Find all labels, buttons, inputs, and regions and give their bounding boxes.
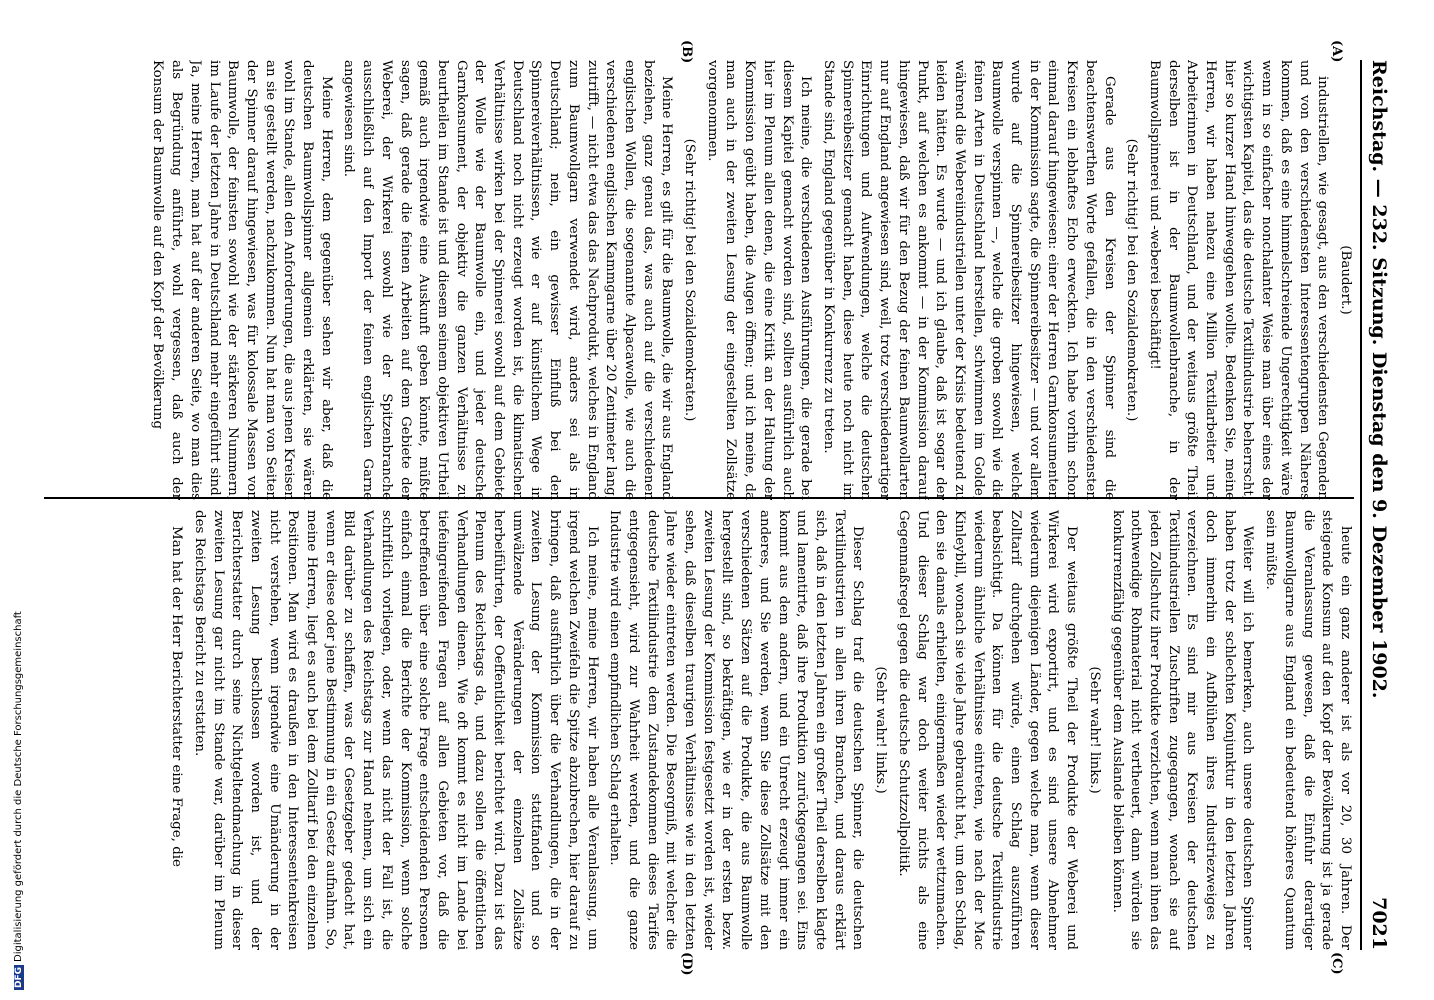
right-column-paragraph: Weiter will ich bemerken, auch unsere deutschen Spinner haben trotz der schlechten Konjunktur in den letzten Jahren doch immerhin ein Aufblühen ihres Industriezweiges zu verzeichnen. Es sind mir aus Kreisen der deutschen Textilindustriellen Zuschriften zugegangen, wonach sie auf jeden Zollschutz ihrer Produkte verzichten, wenn man ihnen das nothwendige Rohmaterial nicht vertheuert, dann würden sie konkurrenzfähig gegenüber dem Auslande bleiben können. (1109, 510, 1256, 950)
left-column-paragraph: Meine Herren, dem gegenüber sehen wir aber, daß die deutschen Baumwollspinner allgemein erklärten, sie wären wohl im Stande, allen den Anforderungen, die aus jenen Kreisen an sie gestellt werden, nachzukommen. Nun hat man von Seiten der Spinner darauf hingewiesen, was für kolossale Massen von Baumwolle, der feinsten sowohl wie der stärkeren Nummern, im Laufe der letzten Jahre in Deutschland mehr eingeführt sind. Ja, meine Herren, man hat auf der anderen Seite, wo man dies als Begründung anführte, wohl vergessen, daß auch der Konsum der Baumwolle auf den Kopf der Bevölkerung (150, 60, 334, 500)
left-column-paragraph: (Sehr richtig! bei den Sozialdemokraten.) (1124, 138, 1140, 422)
left-column-paragraph: (Sehr richtig! bei den Sozialdemokraten.) (682, 138, 698, 422)
left-column-paragraph: (Baudert.) (1338, 245, 1353, 315)
margin-marker-b: (B) (679, 40, 694, 64)
right-column-paragraph: Man hat der Herr Berichterstatter eine Frage, die (169, 526, 185, 867)
right-column-paragraph: (Sehr wahr! links.) (1086, 666, 1102, 794)
dfg-logo: DFG (14, 966, 24, 988)
left-column-paragraph: industriellen, wie gesagt, aus den verschiedensten Gegenden und von den verschiedensten Interessentengruppen Näheres kommen, daß es eine himmelschreiende Ungerechtigkeit wäre, wenn in so einfacher nonchalanter Weise man über eines der wichtigsten Kapitel, das die deutsche Textilindustrie beherrscht, hier so kurzer Hand hinweggehen wollte. Bedenken Sie, meine Herren, wir haben nahezu eine Million Textilarbeiter und Arbeiterinnen in Deutschland, und der weitaus größte Theil derselben ist in der Baumwollenbranche, in der Baumwollspinnerei und -weberei beschäftigt! (1146, 60, 1331, 500)
left-column-paragraph: Meine Herren, es gilt für die Baumwolle, die wir aus England beziehen, ganz genau das, was auch auf die verschiedenen englischen Wollen, die sogenannte Alpacawolle, wie auch die verschiedenen englischen Kammgarne über 20 Zentimeter lang, zutrifft, — nicht etwa das das Nachprodukt, welches in England zum Baumwollgarn verwendet wird, anders sei als in Deutschland; nein, ein gewisser Einfluß bei den Spinnereiverhältnissen, wie er auf künstlichem Wege in Deutschland noch nicht erzeugt worden ist, die klimatischen Verhältnisse wirken bei der Spinnerei sowohl auf dem Gebiete der Wolle wie der Baumwolle ein, und jeder deutsche Garnkonsument, der objektiv die ganzen Verhältnisse zu beurtheilen im Stande ist und diesem seinem objektiven Urtheil gemäß auch irgendwie eine Auskunft geben könnte, müßte sagen, daß gerade die feinen Arbeiten auf dem Gebiete der Weberei, der Wirkerei sowohl wie der Spitzenbranche ausschließlich auf den Import der feinen englischen Garne angewiesen sind. (341, 60, 675, 500)
footer-text-wrap (13, 611, 24, 990)
right-column-paragraph: Der weitaus größte Theil der Produkte der Weberei und Wirkerei wird exportirt, und es sind unsere Abnehmer wiederum diejenigen Länder, gegen welche man, wenn dieser Zolltarif durchgehen würde, einen Schlag auszuführen beabsichtigt. Da können für die deutsche Textilindustrie wiederum ähnliche Verhältnisse eintreten, wie nach der Mac Kinleybill, wonach sie viele Jahre gebraucht hat, um den Schlag, den sie damals erhielten, einigermaßen wieder wettzumachen. Und dieser Schlag war doch weiter nichts als eine Gegenmaßregel gegen die deutsche Schutzzollpolitik. (895, 510, 1080, 950)
digitization-footer (4, 140, 24, 990)
page-header (1360, 60, 1394, 950)
left-column (44, 60, 1354, 500)
right-column-paragraph: Dieser Schlag traf die deutschen Spinner, die deutschen Textilindustrien in allen ihren Branchen, und daraus erklärt sich, daß in den letzten Jahren ein großer Theil derselben klagte und lamentirte, daß ihre Produktion zurückgegangen sei. Eins kommt aus dem andern, und ein Unrecht erzeugt immer ein anderes, und Sie werden, wenn Sie diese Zollsätze mit den verschiedenen Sätzen auf die Produkte, die aus Baumwolle hergestellt sind, so bekräftigen, wie er in der ersten bezw. zweiten Lesung der Kommission festgesetzt worden ist, wieder sehen, daß dieselben traurigen Verhältnisse wie in den letzten Jahre wieder eintreten werden. Die Besorgniß, mit welcher die deutsche Textilindustrie dem Zustandekommen dieses Tarifes entgegensieht, wird zur Wahrheit werden, und die ganze Industrie wird einen empfindlichen Schlag erhalten. (607, 510, 866, 950)
right-column-paragraph: (Sehr wahr! links.) (873, 666, 889, 794)
left-column-paragraph: Gerade aus den Kreisen der Spinner sind die beachtenswerthen Worte gefallen, die in den verschiedensten Kreisen ein lebhaftes Echo erweckten. Ich habe vorhin schon einmal darauf hingewiesen: einer der Herren Garnkonsumenten in der Kommission sagte, die Spinnereibesitzer — und vor allem wurde auf die Spinnereibesitzer hingewiesen, welche Baumwolle verspinnen —, welche die groben sowohl wie die feinen Arten in Deutschland herstellen, schwimmen im Golde, während die Webereiindustriellen unter der Krisis bedeutend zu leiden hätten. Es wurde — und ich glaube, daß ist sogar der Punkt, auf welchen es ankommt — in der Kommission darauf hingewiesen, daß wir für den Bezug der feinen Baumwollarten nur auf England angewiesen sind, weil, trotz verschiedenartiger Einrichtungen und Aufwendungen, welche die deutschen Spinnereibesitzer gemacht haben, diese heute noch nicht im Stande sind, England gegenüber in Konkurrenz zu treten. (821, 60, 1117, 500)
margin-marker-d: (D) (679, 952, 694, 976)
page-number: 7021 (1368, 897, 1390, 950)
right-column-paragraph: Ich meine, meine Herren, wir haben alle Veranlassung, um irgend welchen Zweifeln die Spitze abzubrechen, hier darauf zu bringen, daß ausführlich über die Verhandlungen, die in der zweiten Lesung der Kommission stattfanden und so umwälzende Veränderungen der einzelnen Zollsätze herbeiführten, der Oeffentlichkeit berichtet wird. Dazu ist das Plenum des Reichstags da, und dazu sollen die öffentlichen Verhandlungen dienen. Wie oft kommt es nicht im Lande bei tiefeingreifenden Fragen auf allen Gebieten vor, daß die betreffenden über eine solche Frage entscheidenden Personen einfach einmal die Berichte der Kommission, wenn solche schriftlich vorliegen, oder, wenn das nicht der Fall ist, die Verhandlungen des Reichstags zur Hand nehmen, um sich ein Bild darüber zu schaffen, was der Gesetzgeber gedacht hat, wenn er diese oder jene Bestimmung in ein Gesetz aufnahm. So, meine Herren, liegt es auch bei dem Zolltarif bei den einzelnen Positionen. Man wird es draußen in den Interessentenkreisen nicht verstehen, wenn irgendwie eine Umänderung in der zweiten Lesung beschlossen worden ist, und der Berichterstatter durch seine Nichtgeltendmachung in dieser zweiten Lesung gar nicht im Stande war, darüber im Plenum des Reichstags Bericht zu erstatten. (191, 510, 600, 950)
margin-marker-a: (A) (1329, 40, 1344, 63)
footer-credit: Digitalisierung gefördert durch die Deutsche Forschungsgemeinschaft (13, 611, 24, 962)
page-header-title: Reichstag. — 232. Sitzung. Dienstag den 9. Dezember 1902. (1368, 60, 1390, 699)
left-column-paragraph: Ich meine, die verschiedenen Ausführungen, die gerade bei diesem Kapitel gemacht worden sind, sollten ausführlich auch hier im Plenum allen denen, die eine Kritik an der Haltung der Kommission geübt haben, die Augen öffnen; und ich meine, da man auch in der zweiten Lesung der eingestellten Zollsätze vorgenommen. (704, 60, 814, 500)
margin-marker-c: (C) (1329, 952, 1344, 975)
right-column-paragraph: heute ein ganz anderer ist als vor 20, 30 Jahren. Der steigende Konsum auf den Kopf der Bevölkerung ist ja gerade die Veranlassung gewesen, daß die Einfuhr derartiger Baumwollgarne aus England ein bedeutend höheres Quantum sein müßte. (1263, 510, 1353, 950)
right-column (44, 510, 1354, 950)
